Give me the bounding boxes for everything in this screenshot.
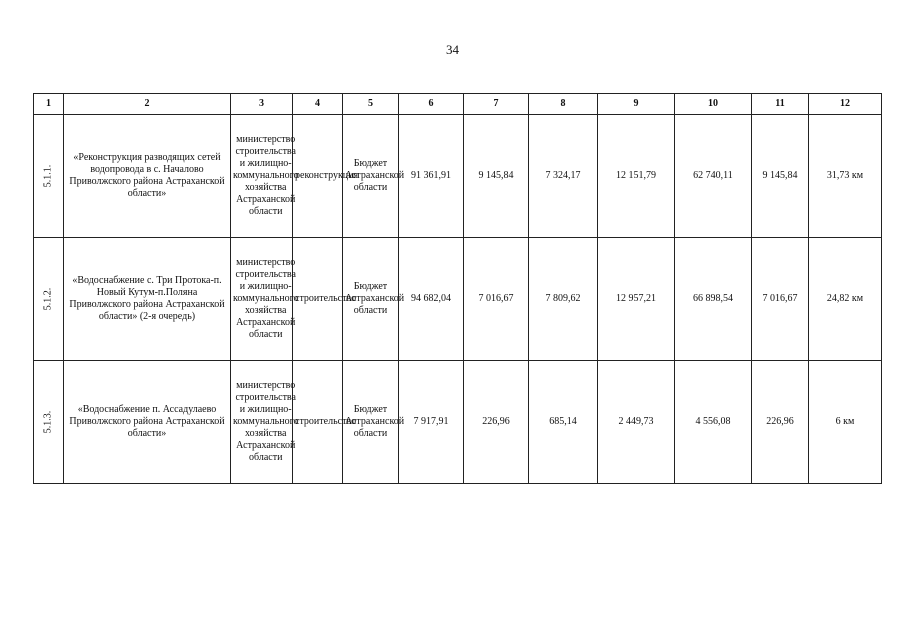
length-cell: 31,73 км bbox=[809, 115, 882, 238]
ministry-name: министерство строительства и жилищно-коммунального хозяйства Астраханской области bbox=[233, 380, 299, 463]
value-cell: 12 151,79 bbox=[598, 115, 675, 238]
row-number-cell bbox=[34, 361, 64, 484]
value-cell: 7 016,67 bbox=[464, 238, 529, 361]
length-cell: 24,82 км bbox=[809, 238, 882, 361]
column-header: 8 bbox=[529, 94, 598, 115]
work-type-cell bbox=[293, 361, 357, 484]
budget-source: Бюджет Астраханской области bbox=[345, 404, 405, 439]
program-table bbox=[33, 93, 882, 484]
column-header: 3 bbox=[231, 94, 293, 115]
column-header: 4 bbox=[293, 94, 343, 115]
row-number: 5.1.1. bbox=[42, 164, 54, 188]
column-header: 11 bbox=[752, 94, 809, 115]
work-type-cell bbox=[293, 238, 357, 361]
column-header: 6 bbox=[399, 94, 464, 115]
column-header: 12 bbox=[809, 94, 882, 115]
value-cell: 2 449,73 bbox=[598, 361, 675, 484]
length-cell: 6 км bbox=[809, 361, 882, 484]
budget-source-cell bbox=[343, 115, 405, 238]
work-type: строительство bbox=[295, 293, 357, 304]
value-cell: 9 145,84 bbox=[464, 115, 529, 238]
ministry-cell bbox=[231, 115, 299, 238]
budget-source-cell bbox=[343, 361, 405, 484]
row-number-cell bbox=[34, 115, 64, 238]
column-header: 1 bbox=[34, 94, 64, 115]
table-row bbox=[34, 115, 882, 238]
object-name: «Реконструкция разводящих сетей водопровода в с. Началово Приволжского района Астраханской области» bbox=[69, 152, 225, 199]
value-cell: 226,96 bbox=[752, 361, 809, 484]
object-name-cell bbox=[64, 238, 231, 361]
value-cell: 7 324,17 bbox=[529, 115, 598, 238]
budget-source: Бюджет Астраханской области bbox=[345, 281, 405, 316]
value-cell: 91 361,91 bbox=[399, 115, 464, 238]
value-cell: 7 917,91 bbox=[399, 361, 464, 484]
object-name: «Водоснабжение п. Ассадулаево Приволжского района Астраханской области» bbox=[69, 404, 225, 439]
column-header: 10 bbox=[675, 94, 752, 115]
value-cell: 7 809,62 bbox=[529, 238, 598, 361]
column-header: 2 bbox=[64, 94, 231, 115]
ministry-cell bbox=[231, 238, 299, 361]
value-cell: 12 957,21 bbox=[598, 238, 675, 361]
object-name: «Водоснабжение с. Три Протока-п. Новый Кутум-п.Поляна Приволжского района Астраханской области» (2-я очередь) bbox=[69, 275, 225, 322]
budget-source-cell bbox=[343, 238, 405, 361]
value-cell: 226,96 bbox=[464, 361, 529, 484]
work-type-cell bbox=[293, 115, 359, 238]
row-number-cell bbox=[34, 238, 64, 361]
ministry-cell bbox=[231, 361, 299, 484]
value-cell: 94 682,04 bbox=[399, 238, 464, 361]
work-type: строительство bbox=[295, 416, 357, 427]
column-header: 5 bbox=[343, 94, 399, 115]
object-name-cell bbox=[64, 115, 231, 238]
row-number: 5.1.3. bbox=[42, 410, 54, 434]
value-cell: 62 740,11 bbox=[675, 115, 752, 238]
column-header: 7 bbox=[464, 94, 529, 115]
budget-source: Бюджет Астраханской области bbox=[345, 158, 405, 193]
column-header: 9 bbox=[598, 94, 675, 115]
value-cell: 685,14 bbox=[529, 361, 598, 484]
value-cell: 9 145,84 bbox=[752, 115, 809, 238]
ministry-name: министерство строительства и жилищно-коммунального хозяйства Астраханской области bbox=[233, 134, 299, 217]
value-cell: 7 016,67 bbox=[752, 238, 809, 361]
value-cell: 66 898,54 bbox=[675, 238, 752, 361]
table-row bbox=[34, 238, 882, 361]
page-number: 34 bbox=[446, 42, 459, 57]
ministry-name: министерство строительства и жилищно-коммунального хозяйства Астраханской области bbox=[233, 257, 299, 340]
table-row bbox=[34, 361, 882, 484]
work-type: реконструкция bbox=[295, 170, 359, 181]
object-name-cell bbox=[64, 361, 231, 484]
row-number: 5.1.2. bbox=[42, 287, 54, 311]
value-cell: 4 556,08 bbox=[675, 361, 752, 484]
header-row bbox=[34, 94, 882, 115]
